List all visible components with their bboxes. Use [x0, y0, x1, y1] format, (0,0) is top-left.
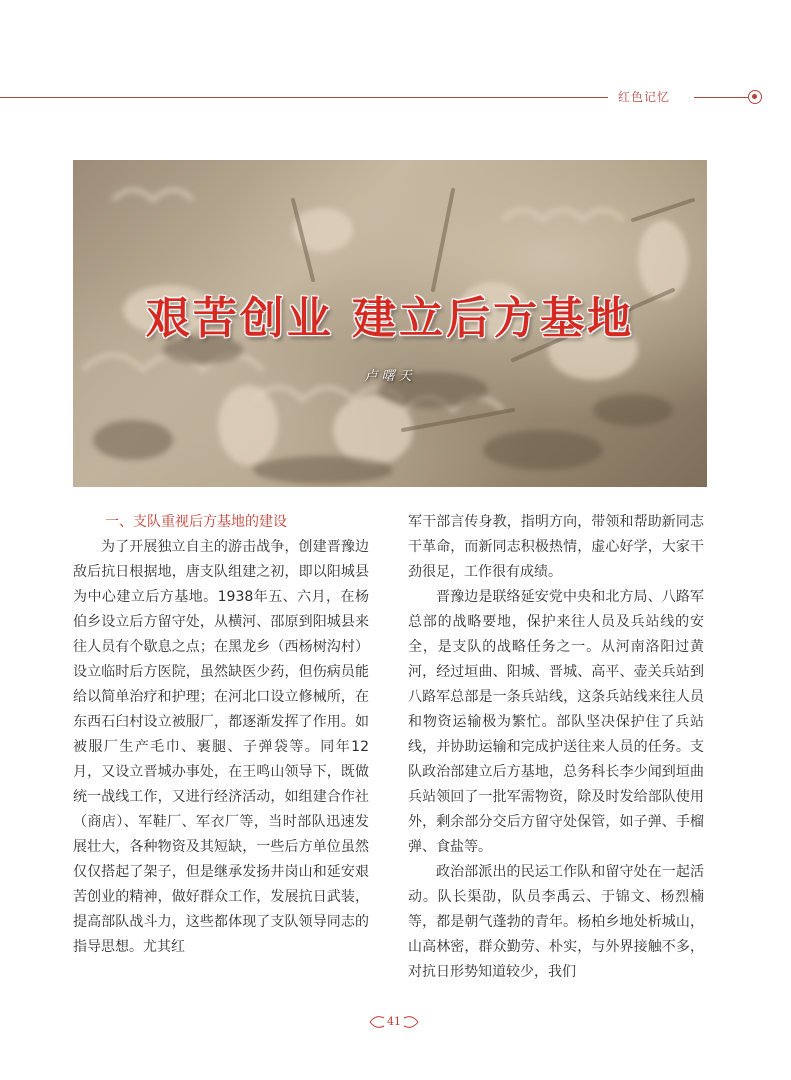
page-number: 41 [387, 1015, 401, 1028]
article-title: 艰苦创业 建立后方基地 [145, 293, 635, 344]
paragraph: 晋豫边是联络延安党中央和北方局、八路军总部的战略要地，保护来往人员及兵站线的安全，是支队的战略任务之一。从河南洛阳过黄河，经过垣曲、阳城、晋城、高平、壶关兵站到八路军总部是一条兵站线，这条兵站线来往人员和物资运输极为繁忙。部队坚决保护住了兵站线，并协助运输和完成护送往来人员的任务。支队政治部建立后方基地，总务科长李少闻到垣曲兵站领回了一批军需物资，除及时发给部队使用外，剩余部分交后方留守处保管，如子弹、手榴弹、食盐等。 [408, 589, 704, 855]
right-column [408, 510, 704, 985]
paragraph: 为了开展独立自主的游击战争，创建晋豫边敌后抗日根据地，唐支队组建之初，即以阳城县为中心建立后方基地。1938年五、六月，在杨伯乡设立后方留守处，从横河、邵原到阳城县来往人员有个歇息之点；在黑龙乡（西杨树沟村）设立临时后方医院，虽然缺医少药，但伤病员能给以简单治疗和护理；在河北口设立修械所，在东西石臼村设立被服厂，都逐渐发挥了作用。如被服厂生产毛巾、裹腿、子弹袋等。同年12月，又设立晋城办事处，在王鸣山领导下，既做统一战线工作，又进行经济活动，如组建合作社（商店）、军鞋厂、军衣厂等，当时部队迅速发展壮大，各种物资及其短缺，一些后方单位虽然仅仅搭起了架子，但是继承发扬井岗山和延安艰苦创业的精神，做好群众工作，发展抗日武装，提高部队战斗力，这些都体现了支队领导同志的指导思想。尤其红 [73, 539, 369, 955]
hero-relief-image [73, 160, 707, 487]
header-rule-right [694, 97, 748, 98]
article-author: 卢曙天 [364, 369, 416, 384]
section-heading: 一、支队重视后方基地的建设 [105, 514, 287, 530]
paragraph-continued: 军干部言传身教，指明方向，带领和帮助新同志干革命，而新同志积极热情，虚心好学，大家干劲很足，工作很有成绩。 [408, 514, 704, 580]
section-label: 红色记忆 [618, 90, 671, 104]
paragraph: 政治部派出的民运工作队和留守处在一起活动。队长渠劭，队员李禹云、于锦文、杨烈楠等，都是朝气蓬勃的青年。杨柏乡地处析城山，山高林密，群众勤劳、朴实，与外界接触不多，对抗日形势知道较少，我们 [408, 864, 704, 980]
left-column [73, 510, 369, 960]
header-rule-left [0, 97, 608, 98]
target-circle-icon [748, 90, 762, 104]
